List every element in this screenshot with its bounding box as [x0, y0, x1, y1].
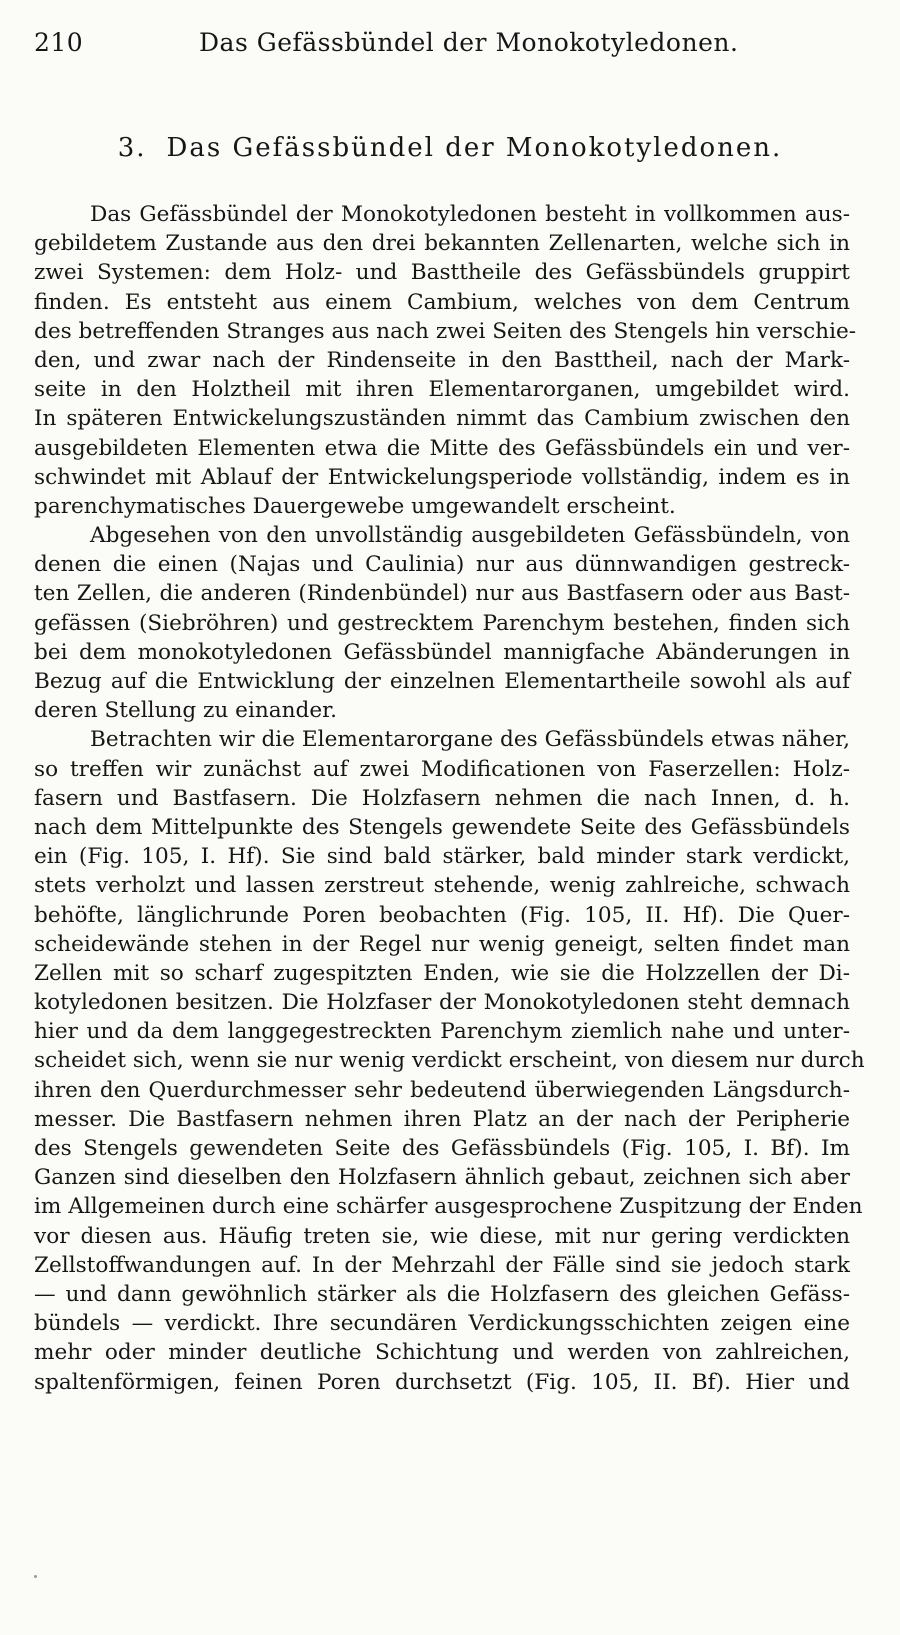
text-line: messer. Die Bastfasern nehmen ihren Platz an der nach der Peripherie — [34, 1106, 850, 1132]
text-line: ten Zellen, die anderen (Rindenbündel) nur aus Bastfasern oder aus Bast- — [34, 581, 850, 607]
text-line: In späteren Entwickelungszuständen nimmt das Cambium zwischen den — [34, 406, 850, 432]
body-text — [34, 200, 865, 1397]
text-line: bei dem monokotyledonen Gefässbündel mannigfache Abänderungen in — [34, 639, 850, 665]
text-line: so treffen wir zunächst auf zwei Modificationen von Faserzellen: Holz- — [34, 756, 850, 782]
text-line: des betreffenden Stranges aus nach zwei Seiten des Stengels hin verschie- — [34, 318, 857, 344]
text-line: ausgebildeten Elementen etwa die Mitte des Gefässbündels ein und ver- — [34, 435, 850, 461]
text-line: gebildetem Zustande aus den drei bekannten Zellenarten, welche sich in — [34, 231, 850, 257]
text-line: ihren den Querdurchmesser sehr bedeutend überwiegenden Längsdurch- — [34, 1077, 850, 1103]
text-line: gefässen (Siebröhren) und gestrecktem Parenchym bestehen, finden sich — [34, 610, 850, 636]
page-number: 210 — [34, 28, 84, 57]
text-line: deren Stellung zu einander. — [34, 698, 337, 724]
section-heading — [0, 133, 900, 163]
text-line: schwindet mit Ablauf der Entwickelungsperiode vollständig, indem es in — [34, 464, 850, 490]
text-line: parenchymatisches Dauergewebe umgewandelt erscheint. — [34, 493, 676, 519]
text-line: denen die einen (Najas und Caulinia) nur aus dünnwandigen gestreck- — [34, 552, 850, 578]
text-line: stets verholzt und lassen zerstreut stehende, wenig zahlreiche, schwach — [34, 873, 850, 899]
text-line: Zellen mit so scharf zugespitzten Enden, wie sie die Holzzellen der Di- — [34, 960, 850, 986]
text-line: scheidet sich, wenn sie nur wenig verdickt erscheint, von diesem nur durch — [34, 1048, 865, 1074]
section-title: Das Gefässbündel der Monokotyledonen. — [166, 133, 783, 163]
text-line: seite in den Holztheil mit ihren Elementarorganen, umgebildet wird. — [34, 377, 850, 403]
text-line: Bezug auf die Entwicklung der einzelnen Elementartheile sowohl als auf — [34, 669, 850, 694]
text-line: zwei Systemen: dem Holz- und Basttheile des Gefässbündels gruppirt — [34, 260, 850, 286]
text-line: Abgesehen von den unvollständig ausgebildeten Gefässbündeln, von — [90, 523, 850, 549]
text-line: behöfte, länglichrunde Poren beobachten (Fig. 105, II. Hf). Die Quer- — [34, 902, 850, 928]
text-line: finden. Es entsteht aus einem Cambium, welches von dem Centrum — [34, 289, 850, 315]
text-line: mehr oder minder deutliche Schichtung und werden von zahlreichen, — [34, 1340, 850, 1366]
text-line: den, und zwar nach der Rindenseite in den Basttheil, nach der Mark- — [34, 347, 850, 373]
text-line: vor diesen aus. Häufig treten sie, wie diese, mit nur gering verdickten — [34, 1223, 850, 1249]
text-line: kotyledonen besitzen. Die Holzfaser der Monokotyledonen steht demnach — [34, 990, 850, 1016]
text-line: im Allgemeinen durch eine schärfer ausgesprochene Zuspitzung der Enden — [34, 1194, 863, 1220]
text-line: ein (Fig. 105, I. Hf). Sie sind bald stärker, bald minder stark verdickt, — [34, 844, 850, 870]
text-line: spaltenförmigen, feinen Poren durchsetzt (Fig. 105, II. Bf). Hier und — [34, 1369, 850, 1395]
text-line: scheidewände stehen in der Regel nur wenig geneigt, selten findet man — [34, 931, 850, 957]
ink-speck — [34, 1575, 37, 1578]
text-line: Ganzen sind dieselben den Holzfasern ähnlich gebaut, zeichnen sich aber — [34, 1165, 850, 1191]
running-head: Das Gefässbündel der Monokotyledonen. — [199, 28, 739, 57]
text-line: Zellstoffwandungen auf. In der Mehrzahl der Fälle sind sie jedoch stark — [34, 1252, 850, 1278]
text-line: fasern und Bastfasern. Die Holzfasern nehmen die nach Innen, d. h. — [34, 785, 850, 811]
section-number: 3. — [117, 133, 147, 163]
text-line: — und dann gewöhnlich stärker als die Holzfasern des gleichen Gefäss- — [34, 1281, 850, 1307]
page-header — [34, 28, 890, 68]
text-line: des Stengels gewendeten Seite des Gefässbündels (Fig. 105, I. Bf). Im — [34, 1136, 850, 1161]
text-line: Das Gefässbündel der Monokotyledonen besteht in vollkommen aus- — [90, 202, 850, 227]
text-line: nach dem Mittelpunkte des Stengels gewendete Seite des Gefässbündels — [34, 814, 850, 840]
text-line: hier und da dem langgegestreckten Parenchym ziemlich nahe und unter- — [34, 1019, 850, 1045]
text-line: bündels — verdickt. Ihre secundären Verdickungsschichten zeigen eine — [34, 1311, 850, 1337]
text-line: Betrachten wir die Elementarorgane des Gefässbündels etwas näher, — [90, 727, 850, 753]
